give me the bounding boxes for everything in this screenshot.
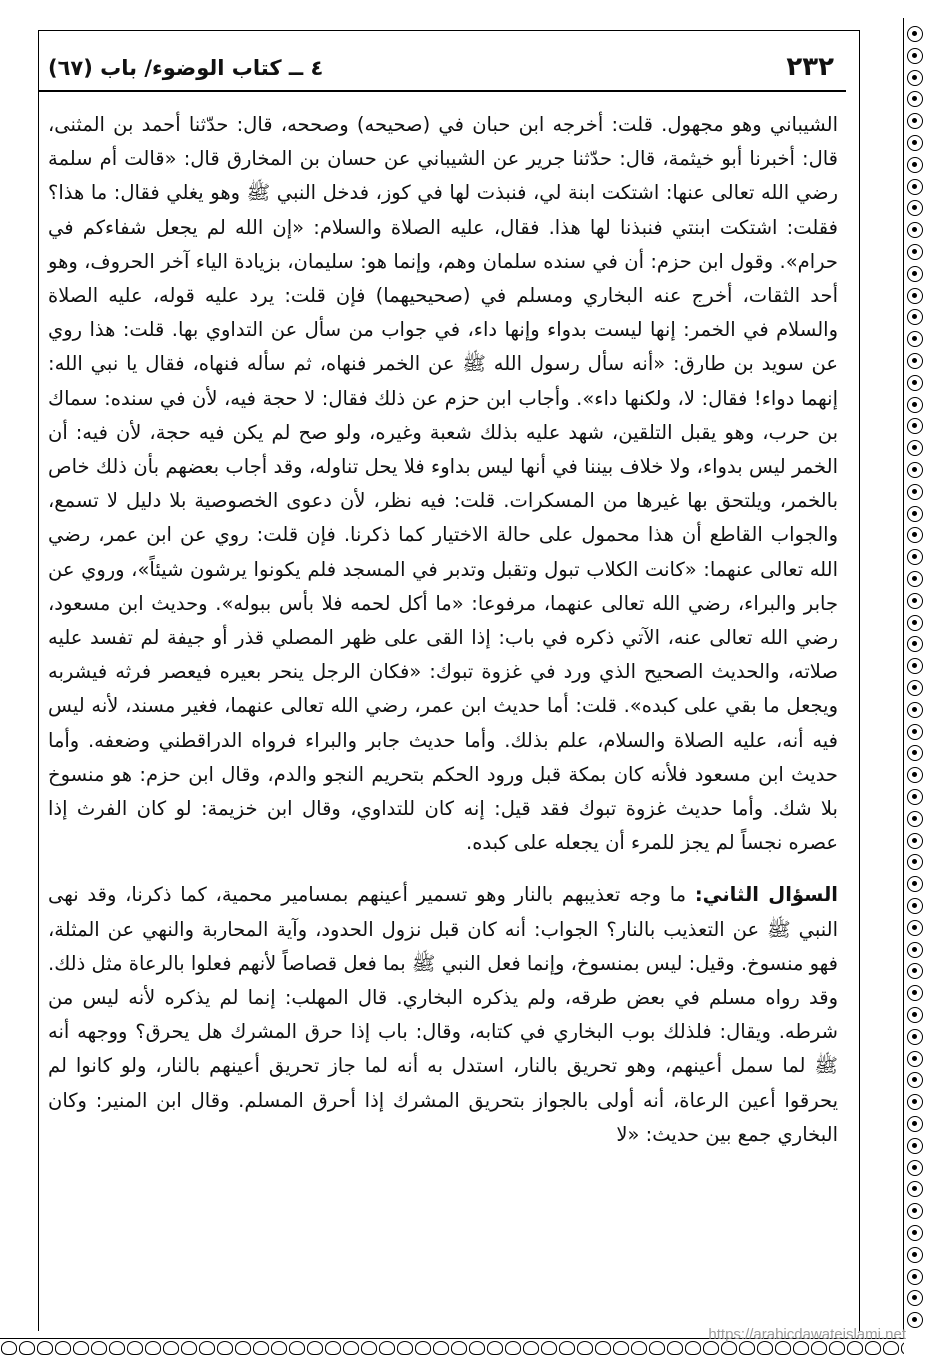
ornament-icon <box>907 724 923 740</box>
ornament-icon <box>907 636 923 652</box>
ornament-icon <box>907 1203 923 1219</box>
ornament-icon <box>901 1341 904 1355</box>
paragraph: الشيباني وهو مجهول. قلت: أخرجه ابن حبان في (صحيحه) وصححه، قال: حدّثنا أحمد بن المثنى، قال: أخبرنا أبو خيثمة، قال: حدّثنا جرير عن الشيباني عن حسان بن المخارق قال: «قالت أم سلمة رضي الله تعالى عنها: اشتكت ابنة لي، فنبذت لها في كوز، فدخل النبي ﷺ وهو يغلي فقال: ما هذا؟ فقلت: اشتكت ابنتي فنبذنا لها هذا. فقال، عليه الصلاة والسلام: «إن الله لم يجعل شفاءكم في حرام». وقول ابن حزم: أن في سنده سلمان وهم، وإنما هو: سليمان، بزيادة الياء آخر الحروف، وهو أحد الثقات، أخرج عنه البخاري ومسلم في (صحيحيهما) فإن قلت: يرد عليه قوله، عليه الصلاة والسلام في الخمر: إنها ليست بدواء وإنها داء، في جواب من سأل عن التداوي بها. قلت: هذا روي عن سويد بن طارق: «أنه سأل رسول الله ﷺ عن الخمر فنهاه، ثم سأله فنهاه، فقال يا نبي الله: إنهما دواء! فقال: لا، ولكنها داء». وأجاب ابن حزم عن ذلك فقال: لا حجة فيه، لأن في سنده: سماك بن حرب، وهو يقبل التلقين، شهد عليه بذلك شعبة وغيره، ولو صح لم يكن فيه حجة، لأن فيه: أن الخمر ليس بدواء، ولا خلاف بيننا في أنها ليس بداوء فلا يحل تناوله، وقد أجاب بعضهم بأن ذلك خاص بالخمر، ويلتحق بها غيرها من المسكرات. قلت: فيه نظر، لأن دعوى الخصوصية بلا دليل لا تسمع، والجواب القاطع أن هذا محمول على حالة الاختيار كما ذكرنا. فإن قلت: روي عن ابن عمر، رضي الله تعالى عنهما: «كانت الكلاب تبول وتقبل وتدبر في المسجد فلم يكونوا يرشون شيئاً»، وروي عن جابر والبراء، رضي الله تعالى عنهما، مرفوعا: «ما أكل لحمه فلا بأس ببوله». وحديث ابن مسعود، رضي الله تعالى عنه، الآتي ذكره في باب: إذا القى على ظهر المصلي قذر أو جيفة لم تفسد عليه صلاته، والحديث الصحيح الذي ورد في غزوة تبوك: «فكان الرجل ينحر بعيره فيعصر فرثه فيشربه ويجعل ما بقي على كبده». قلت: أما حديث ابن عمر، رضي الله تعالى عنهما، فغير مسند، لأنه ليس فيه أنه، عليه الصلاة والسلام، علم بذلك. وأما حديث جابر والبراء فرواه الدراقطني وضعفه. وأما حديث ابن مسعود فلأنه كان بمكة قبل ورود الحكم بتحريم النجو والدم، وقال ابن حزم: هو منسوخ بلا شك. وأما حديث غزوة تبوك فقد قيل: إنه كان للتداوي، وقال ابن خزيمة: لو كان الفرث إذا عصره نجساً لم يجز للمرء أن يجعله على كبده. <box>48 113 838 855</box>
ornament-icon <box>907 702 923 718</box>
ornament-icon <box>907 157 923 173</box>
ornament-icon <box>127 1341 143 1355</box>
ornament-icon <box>541 1341 557 1355</box>
ornament-icon <box>325 1341 341 1355</box>
ornament-icon <box>361 1341 377 1355</box>
ornament-icon <box>667 1341 683 1355</box>
ornament-icon <box>907 1269 923 1285</box>
ornament-icon <box>415 1341 431 1355</box>
ornament-icon <box>907 658 923 674</box>
ornament-icon <box>907 549 923 565</box>
section-lead: السؤال الثاني: <box>694 883 838 907</box>
body-text <box>48 108 838 1152</box>
ornament-icon <box>907 48 923 64</box>
ornament-icon <box>253 1341 269 1355</box>
ornament-icon <box>55 1341 71 1355</box>
ornament-icon <box>907 811 923 827</box>
ornament-icon <box>73 1341 89 1355</box>
ornament-icon <box>907 1312 923 1328</box>
ornament-icon <box>739 1341 755 1355</box>
ornament-icon <box>883 1341 899 1355</box>
ornament-icon <box>1 1341 17 1355</box>
ornament-icon <box>907 615 923 631</box>
ornament-icon <box>907 1072 923 1088</box>
ornament-icon <box>907 1138 923 1154</box>
ornament-icon <box>487 1341 503 1355</box>
ornament-icon <box>907 1290 923 1306</box>
ornament-icon <box>907 244 923 260</box>
ornament-icon <box>907 91 923 107</box>
running-head: ٤ ــ كتاب الوضوء/ باب (٦٧) <box>48 56 324 80</box>
ornament-icon <box>907 833 923 849</box>
ornament-icon <box>37 1341 53 1355</box>
ornament-icon <box>343 1341 359 1355</box>
ornament-icon <box>163 1341 179 1355</box>
ornament-icon <box>595 1341 611 1355</box>
ornament-icon <box>109 1341 125 1355</box>
ornament-icon <box>289 1341 305 1355</box>
ornament-icon <box>907 1051 923 1067</box>
ornament-icon <box>907 898 923 914</box>
ornament-icon <box>907 484 923 500</box>
ornament-icon <box>907 397 923 413</box>
ornament-icon <box>91 1341 107 1355</box>
ornament-icon <box>907 506 923 522</box>
ornament-icon <box>775 1341 791 1355</box>
ornament-icon <box>907 1160 923 1176</box>
ornament-icon <box>523 1341 539 1355</box>
ornament-icon <box>19 1341 35 1355</box>
ornament-icon <box>199 1341 215 1355</box>
ornament-icon <box>907 854 923 870</box>
ornament-icon <box>181 1341 197 1355</box>
ornament-icon <box>721 1341 737 1355</box>
ornament-icon <box>907 1116 923 1132</box>
ornament-icon <box>907 331 923 347</box>
ornament-icon <box>907 1247 923 1263</box>
ornament-icon <box>865 1341 881 1355</box>
ornament-icon <box>307 1341 323 1355</box>
ornament-icon <box>907 266 923 282</box>
ornament-icon <box>757 1341 773 1355</box>
paragraph-text: ما وجه تعذيبهم بالنار وهو تسمير أعينهم بمسامير محمية، كما ذكرنا، وقد نهى النبي ﷺ عن التعذيب بالنار؟ الجواب: أنه كان قبل نزول الحدود، وآية المحاربة والنهي عن المثلة، فهو منسوخ. وقيل: ليس بمنسوخ، وإنما فعل النبي ﷺ بما فعل قصاصاً لأنهم فعلوا بالرعاة مثل ذلك. وقد رواه مسلم في بعض طرقه، ولم يذكره البخاري. قال المهلب: إنما لم يذكره لأنه ليس من شرطه. ويقال: فلذلك بوب البخاري في كتابه، وقال: باب إذا حرق المشرك هل يحرق؟ ووجهه أنه ﷺ لما سمل أعينهم، وهو تحريق بالنار، استدل به أنه لما جاز تحريق أعينهم بالنار، ولو كانوا لم يحرقوا أعين الرعاة، أنه أولى بالجواز بتحريق المشرك إذا أحرق المسلم. وقال ابن المنير: وكان البخاري جمع بين حديث: «لا <box>48 883 838 1146</box>
ornament-icon <box>271 1341 287 1355</box>
ornament-icon <box>907 593 923 609</box>
ornament-icon <box>907 1007 923 1023</box>
ornament-icon <box>907 179 923 195</box>
page-header <box>38 50 846 92</box>
ornament-icon <box>907 222 923 238</box>
ornament-icon <box>907 767 923 783</box>
ornament-icon <box>907 200 923 216</box>
ornament-icon <box>847 1341 863 1355</box>
ornament-icon <box>613 1341 629 1355</box>
ornamental-border-right <box>903 18 926 1338</box>
ornament-icon <box>907 375 923 391</box>
ornament-icon <box>907 1225 923 1241</box>
ornament-icon <box>907 876 923 892</box>
ornament-icon <box>907 418 923 434</box>
ornament-icon <box>793 1341 809 1355</box>
paragraph <box>48 878 838 1152</box>
ornament-icon <box>907 70 923 86</box>
ornament-icon <box>907 1029 923 1045</box>
ornament-icon <box>907 309 923 325</box>
ornament-icon <box>907 963 923 979</box>
ornament-icon <box>631 1341 647 1355</box>
page-number: ٢٣٢ <box>786 52 834 82</box>
ornament-icon <box>907 920 923 936</box>
watermark-url: https://arabicdawateislami.net <box>708 1326 906 1343</box>
ornament-icon <box>907 745 923 761</box>
ornament-icon <box>433 1341 449 1355</box>
ornament-icon <box>907 680 923 696</box>
ornament-icon <box>907 288 923 304</box>
ornament-icon <box>379 1341 395 1355</box>
ornament-icon <box>685 1341 701 1355</box>
ornament-icon <box>577 1341 593 1355</box>
ornament-icon <box>907 789 923 805</box>
ornament-icon <box>907 1094 923 1110</box>
ornament-icon <box>811 1341 827 1355</box>
ornament-icon <box>649 1341 665 1355</box>
ornament-icon <box>907 113 923 129</box>
ornament-icon <box>451 1341 467 1355</box>
ornament-icon <box>907 26 923 42</box>
ornament-icon <box>907 985 923 1001</box>
ornament-icon <box>907 527 923 543</box>
ornament-icon <box>703 1341 719 1355</box>
ornament-icon <box>217 1341 233 1355</box>
ornament-icon <box>907 135 923 151</box>
ornament-icon <box>907 1181 923 1197</box>
ornament-icon <box>829 1341 845 1355</box>
ornament-icon <box>907 942 923 958</box>
ornament-icon <box>469 1341 485 1355</box>
ornament-icon <box>559 1341 575 1355</box>
ornament-icon <box>907 462 923 478</box>
ornament-icon <box>397 1341 413 1355</box>
ornament-icon <box>907 353 923 369</box>
ornament-icon <box>145 1341 161 1355</box>
ornament-icon <box>505 1341 521 1355</box>
ornament-icon <box>235 1341 251 1355</box>
ornament-icon <box>907 440 923 456</box>
ornament-icon <box>907 571 923 587</box>
